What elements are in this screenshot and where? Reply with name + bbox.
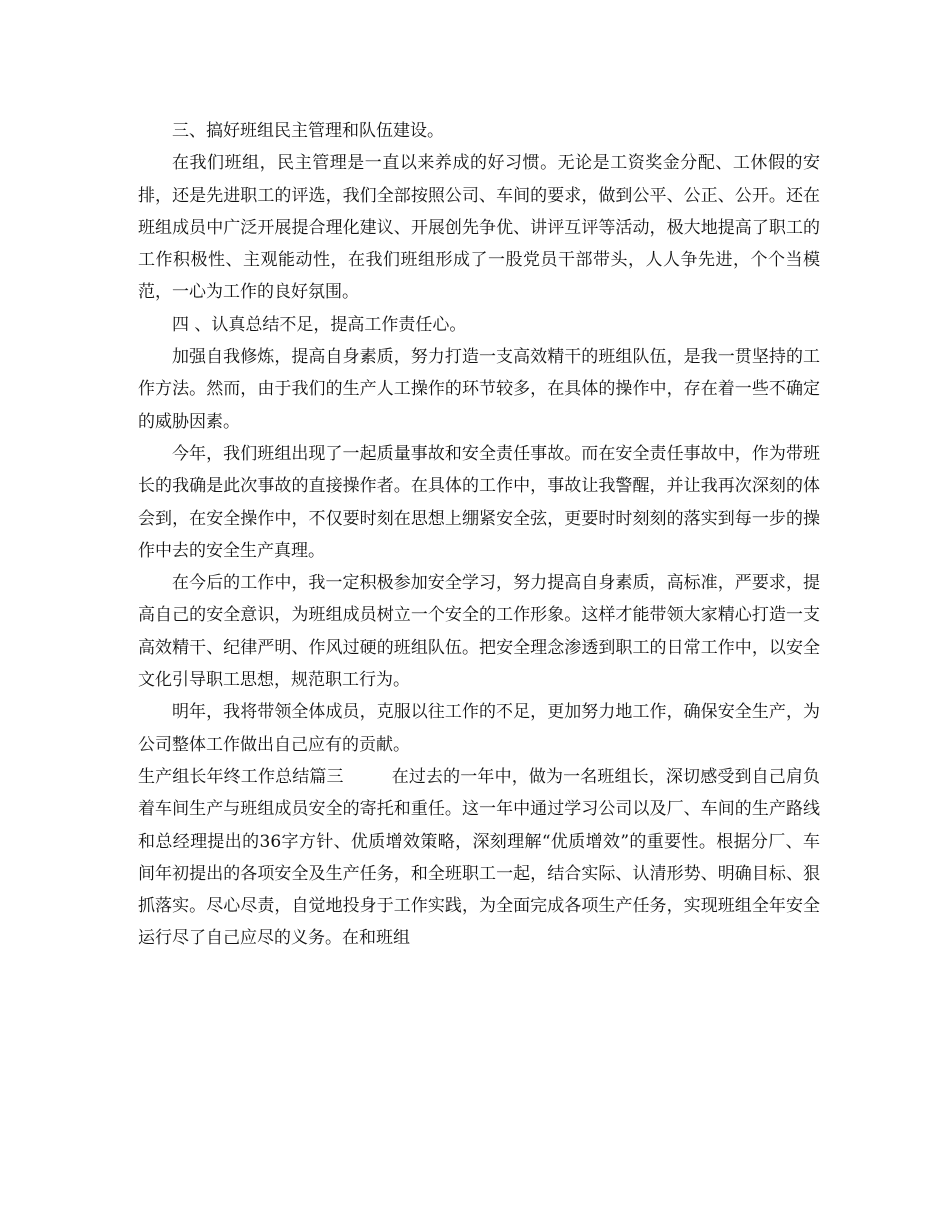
paragraph-self-improvement: 加强自我修炼，提高自身素质，努力打造一支高效精干的班组队伍，是我一贯坚持的工作方法。然而，由于我们的生产人工操作的环节较多，在具体的操作中，存在着一些不确定的威胁因素。	[138, 347, 820, 432]
paragraph-section-three-title: 三、搞好班组民主管理和队伍建设。	[172, 121, 444, 141]
section-body: 在过去的一年中，做为一名班组长，深切感受到自己肩负着车间生产与班组成员安全的寄托和重任。这一年中通过学习公司以及厂、车间的生产路线和总经理提出的36字方针、优质增效策略，深刻理解“优质增效”的重要性。根据分厂、车间年初提出的各项安全及生产任务，和全班职工一起，结合实际、认清形势、明确目标、狠抓落实。尽心尽责，自觉地投身于工作实践，为全面完成各项生产任务，实现班组全年安全运行尽了自己应尽的义务。在和班组	[138, 766, 821, 949]
paragraph-future-work: 在今后的工作中，我一定积极参加安全学习，努力提高自身素质，高标准，严要求，提高自己的安全意识，为班组成员树立一个安全的工作形象。这样才能带领大家精心打造一支高效精干、纪律严明、作风过硬的班组队伍。把安全理念渗透到职工的日常工作中，以安全文化引导职工思想，规范职工行为。	[138, 573, 820, 691]
paragraph-section-four-title: 四 、认真总结不足，提高工作责任心。	[172, 314, 467, 335]
document-body	[138, 115, 820, 955]
paragraph-next-year: 明年，我将带领全体成员，克服以往工作的不足，更加努力地工作，确保安全生产，为公司整体工作做出自己应有的贡献。	[138, 702, 820, 755]
paragraph-safety-incident: 今年，我们班组出现了一起质量事故和安全责任事故。而在安全责任事故中，作为带班长的我确是此次事故的直接操作者。在具体的工作中，事故让我警醒，并让我再次深刻的体会到，在安全操作中，不仅要时刻在思想上绷紧安全弦，更要时时刻刻的落实到每一步的操作中去的安全生产真理。	[138, 443, 820, 561]
paragraph-democratic-management: 在我们班组，民主管理是一直以来养成的好习惯。无论是工资奖金分配、工休假的安排，还是先进职工的评选，我们全部按照公司、车间的要求，做到公平、公正、公开。还在班组成员中广泛开展提合理化建议、开展创先争优、讲评互评等活动，极大地提高了职工的工作积极性、主观能动性，在我们班组形成了一股党员干部带头，人人争先进，个个当模范，一心为工作的良好氛围。	[138, 153, 820, 303]
section-heading: 生产组长年终工作总结篇三	[138, 766, 344, 787]
section-three-paragraph	[138, 761, 820, 955]
